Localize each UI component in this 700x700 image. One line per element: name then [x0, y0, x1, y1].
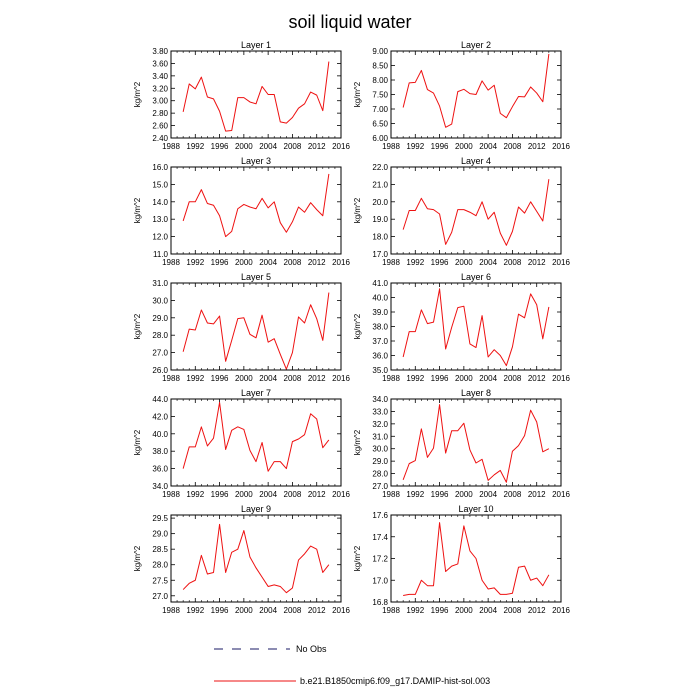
panel-title: Layer 8 — [460, 388, 492, 398]
y-axis-label: kg/m^2 — [133, 81, 142, 108]
y-axis-label: kg/m^2 — [353, 197, 362, 224]
series-line — [403, 179, 549, 245]
y-tick-label: 29.0 — [152, 529, 168, 539]
y-tick-label: 17.0 — [372, 250, 388, 259]
x-tick-label: 2004 — [259, 258, 278, 267]
y-tick-label: 18.0 — [372, 232, 388, 242]
x-tick-label: 2004 — [259, 606, 278, 615]
figure-title: soil liquid water — [288, 12, 412, 32]
y-tick-label: 36.0 — [152, 464, 168, 474]
plot-frame — [171, 167, 341, 254]
y-axis-label: kg/m^2 — [133, 429, 142, 456]
y-tick-label: 27.0 — [372, 482, 388, 491]
x-tick-label: 1996 — [430, 606, 449, 615]
x-tick-label: 2008 — [503, 490, 522, 499]
y-tick-label: 30.0 — [372, 444, 388, 454]
y-tick-label: 31.0 — [152, 279, 168, 288]
y-tick-label: 6.00 — [372, 134, 388, 143]
y-tick-label: 36.0 — [372, 351, 388, 361]
x-tick-label: 1988 — [382, 606, 400, 615]
y-tick-label: 33.0 — [372, 407, 388, 417]
panel-title: Layer 4 — [460, 156, 492, 166]
x-tick-label: 2008 — [503, 142, 522, 151]
y-tick-label: 40.0 — [372, 293, 388, 303]
y-tick-label: 14.0 — [152, 197, 168, 207]
y-tick-label: 27.0 — [152, 591, 168, 601]
y-tick-label: 21.0 — [372, 180, 388, 190]
y-tick-label: 19.0 — [372, 215, 388, 225]
y-tick-label: 3.20 — [152, 84, 168, 94]
y-tick-label: 34.0 — [372, 395, 388, 404]
x-tick-label: 2016 — [552, 606, 570, 615]
x-tick-label: 1996 — [430, 142, 449, 151]
panel-7 — [133, 388, 350, 499]
x-tick-label: 1992 — [186, 258, 205, 267]
panel-5 — [133, 272, 350, 383]
panel-2 — [353, 40, 570, 151]
y-tick-label: 42.0 — [152, 412, 168, 422]
x-tick-label: 1996 — [430, 490, 449, 499]
y-tick-label: 2.60 — [152, 121, 168, 131]
x-tick-label: 2004 — [479, 142, 498, 151]
x-tick-label: 2016 — [552, 490, 570, 499]
y-tick-label: 3.40 — [152, 71, 168, 81]
y-tick-label: 38.0 — [152, 447, 168, 457]
y-tick-label: 30.0 — [152, 296, 168, 306]
y-tick-label: 3.80 — [152, 47, 168, 56]
y-tick-label: 6.50 — [372, 119, 388, 129]
x-tick-label: 2004 — [479, 374, 498, 383]
y-tick-label: 7.50 — [372, 90, 388, 100]
plot-frame — [171, 515, 341, 602]
x-tick-label: 2016 — [552, 142, 570, 151]
x-tick-label: 1996 — [210, 374, 229, 383]
x-tick-label: 2000 — [454, 374, 473, 383]
x-tick-label: 1988 — [162, 490, 180, 499]
x-tick-label: 2016 — [552, 258, 570, 267]
y-tick-label: 29.0 — [372, 457, 388, 467]
x-tick-label: 1992 — [406, 490, 425, 499]
x-tick-label: 2008 — [283, 142, 302, 151]
y-tick-label: 3.60 — [152, 59, 168, 69]
y-axis-label: kg/m^2 — [353, 545, 362, 572]
x-tick-label: 2016 — [332, 258, 350, 267]
y-tick-label: 17.6 — [372, 511, 388, 520]
x-tick-label: 1988 — [162, 374, 180, 383]
y-axis-label: kg/m^2 — [133, 313, 142, 340]
series-line — [183, 293, 329, 370]
y-tick-label: 27.0 — [152, 348, 168, 358]
legend-run-label: b.e21.B1850cmip6.f09_g17.DAMIP-hist-sol.003 — [300, 676, 491, 686]
y-tick-label: 29.5 — [152, 514, 168, 524]
x-tick-label: 2016 — [332, 142, 350, 151]
x-tick-label: 2008 — [503, 374, 522, 383]
y-tick-label: 17.4 — [372, 532, 388, 542]
y-tick-label: 44.0 — [152, 395, 168, 404]
series-line — [403, 289, 549, 366]
x-tick-label: 2012 — [527, 606, 546, 615]
x-tick-label: 2016 — [332, 606, 350, 615]
series-line — [183, 62, 329, 132]
y-tick-label: 35.0 — [372, 366, 388, 375]
x-tick-label: 2000 — [234, 374, 253, 383]
plot-frame — [391, 399, 561, 486]
x-tick-label: 1992 — [186, 490, 205, 499]
x-tick-label: 1996 — [210, 606, 229, 615]
x-tick-label: 2016 — [332, 374, 350, 383]
x-tick-label: 1992 — [406, 258, 425, 267]
x-tick-label: 1988 — [382, 258, 400, 267]
panel-4 — [353, 156, 570, 267]
y-tick-label: 20.0 — [372, 197, 388, 207]
x-tick-label: 2012 — [307, 374, 326, 383]
y-tick-label: 16.0 — [152, 163, 168, 172]
x-tick-label: 1988 — [382, 490, 400, 499]
x-tick-label: 2004 — [259, 142, 278, 151]
x-tick-label: 2012 — [527, 258, 546, 267]
x-tick-label: 1992 — [406, 606, 425, 615]
panel-6 — [353, 272, 570, 383]
panel-8 — [353, 388, 570, 499]
x-tick-label: 1996 — [210, 490, 229, 499]
panel-title: Layer 9 — [240, 504, 272, 514]
series-line — [183, 174, 329, 237]
x-tick-label: 1988 — [162, 258, 180, 267]
x-tick-label: 2000 — [454, 142, 473, 151]
y-tick-label: 29.0 — [152, 313, 168, 323]
y-tick-label: 31.0 — [372, 432, 388, 442]
y-tick-label: 17.0 — [372, 576, 388, 586]
x-tick-label: 2008 — [283, 258, 302, 267]
x-tick-label: 1996 — [430, 258, 449, 267]
y-tick-label: 28.0 — [372, 469, 388, 479]
x-tick-label: 2012 — [527, 374, 546, 383]
y-tick-label: 39.0 — [372, 308, 388, 317]
y-tick-label: 8.00 — [372, 76, 388, 85]
x-tick-label: 2000 — [234, 606, 253, 615]
plot-frame — [391, 167, 561, 254]
y-tick-label: 7.00 — [372, 105, 388, 114]
y-tick-label: 13.0 — [152, 215, 168, 225]
x-tick-label: 1996 — [210, 258, 229, 267]
y-axis-label: kg/m^2 — [133, 197, 142, 224]
x-tick-label: 1992 — [186, 374, 205, 383]
x-tick-label: 2008 — [283, 374, 302, 383]
panel-title: Layer 2 — [460, 40, 492, 50]
x-tick-label: 1988 — [162, 606, 180, 615]
x-tick-label: 1996 — [430, 374, 449, 383]
chart-panels — [133, 40, 570, 615]
y-tick-label: 28.0 — [152, 331, 168, 341]
y-tick-label: 11.0 — [153, 250, 168, 259]
y-tick-label: 2.40 — [152, 134, 168, 143]
x-tick-label: 1992 — [186, 142, 205, 151]
x-tick-label: 1992 — [186, 606, 205, 615]
y-tick-label: 34.0 — [152, 482, 168, 491]
x-tick-label: 1996 — [210, 142, 229, 151]
x-tick-label: 2012 — [307, 606, 326, 615]
y-tick-label: 17.2 — [372, 554, 388, 564]
y-axis-label: kg/m^2 — [353, 81, 362, 108]
y-tick-label: 37.0 — [372, 337, 388, 346]
x-tick-label: 2000 — [454, 490, 473, 499]
x-tick-label: 2008 — [503, 606, 522, 615]
y-tick-label: 28.0 — [152, 560, 168, 570]
y-tick-label: 40.0 — [152, 429, 168, 439]
y-tick-label: 38.0 — [372, 322, 388, 332]
x-tick-label: 2016 — [332, 490, 350, 499]
x-tick-label: 2008 — [283, 490, 302, 499]
x-tick-label: 2000 — [454, 606, 473, 615]
series-line — [403, 523, 549, 596]
panel-1 — [133, 40, 350, 151]
x-tick-label: 1992 — [406, 142, 425, 151]
legend — [214, 644, 490, 686]
x-tick-label: 2012 — [307, 258, 326, 267]
y-axis-label: kg/m^2 — [133, 545, 142, 572]
panel-title: Layer 1 — [240, 40, 272, 50]
x-tick-label: 1988 — [162, 142, 180, 151]
panel-title: Layer 3 — [240, 156, 272, 166]
series-line — [183, 402, 329, 471]
y-tick-label: 15.0 — [152, 180, 168, 190]
x-tick-label: 2004 — [479, 606, 498, 615]
panel-10 — [353, 504, 570, 615]
y-tick-label: 28.5 — [152, 545, 168, 555]
y-tick-label: 32.0 — [372, 419, 388, 429]
x-tick-label: 2004 — [479, 258, 498, 267]
x-tick-label: 2000 — [234, 490, 253, 499]
y-axis-label: kg/m^2 — [353, 429, 362, 456]
panel-title: Layer 10 — [458, 504, 494, 514]
x-tick-label: 2004 — [259, 490, 278, 499]
y-tick-label: 3.00 — [152, 96, 168, 106]
y-tick-label: 9.00 — [372, 47, 388, 56]
x-tick-label: 2000 — [234, 142, 253, 151]
panel-3 — [133, 156, 350, 267]
y-tick-label: 16.8 — [372, 598, 388, 607]
x-tick-label: 1988 — [382, 142, 400, 151]
x-tick-label: 2000 — [454, 258, 473, 267]
y-tick-label: 2.80 — [152, 109, 168, 119]
x-tick-label: 2000 — [234, 258, 253, 267]
x-tick-label: 2008 — [283, 606, 302, 615]
y-tick-label: 27.5 — [152, 576, 168, 586]
y-tick-label: 41.0 — [372, 279, 388, 288]
panel-title: Layer 5 — [240, 272, 272, 282]
x-tick-label: 2004 — [479, 490, 498, 499]
y-axis-label: kg/m^2 — [353, 313, 362, 340]
y-tick-label: 22.0 — [372, 163, 388, 172]
panel-9 — [133, 504, 350, 615]
y-tick-label: 8.50 — [372, 61, 388, 71]
x-tick-label: 2012 — [527, 490, 546, 499]
panel-title: Layer 6 — [460, 272, 492, 282]
series-line — [183, 524, 329, 592]
x-tick-label: 1988 — [382, 374, 400, 383]
x-tick-label: 2012 — [307, 142, 326, 151]
legend-no-obs-label: No Obs — [296, 644, 327, 654]
x-tick-label: 2016 — [552, 374, 570, 383]
y-tick-label: 26.0 — [152, 366, 168, 375]
x-tick-label: 1992 — [406, 374, 425, 383]
series-line — [403, 54, 549, 127]
y-tick-label: 12.0 — [152, 232, 168, 242]
x-tick-label: 2012 — [307, 490, 326, 499]
x-tick-label: 2008 — [503, 258, 522, 267]
x-tick-label: 2004 — [259, 374, 278, 383]
series-line — [403, 405, 549, 483]
panel-title: Layer 7 — [240, 388, 272, 398]
x-tick-label: 2012 — [527, 142, 546, 151]
